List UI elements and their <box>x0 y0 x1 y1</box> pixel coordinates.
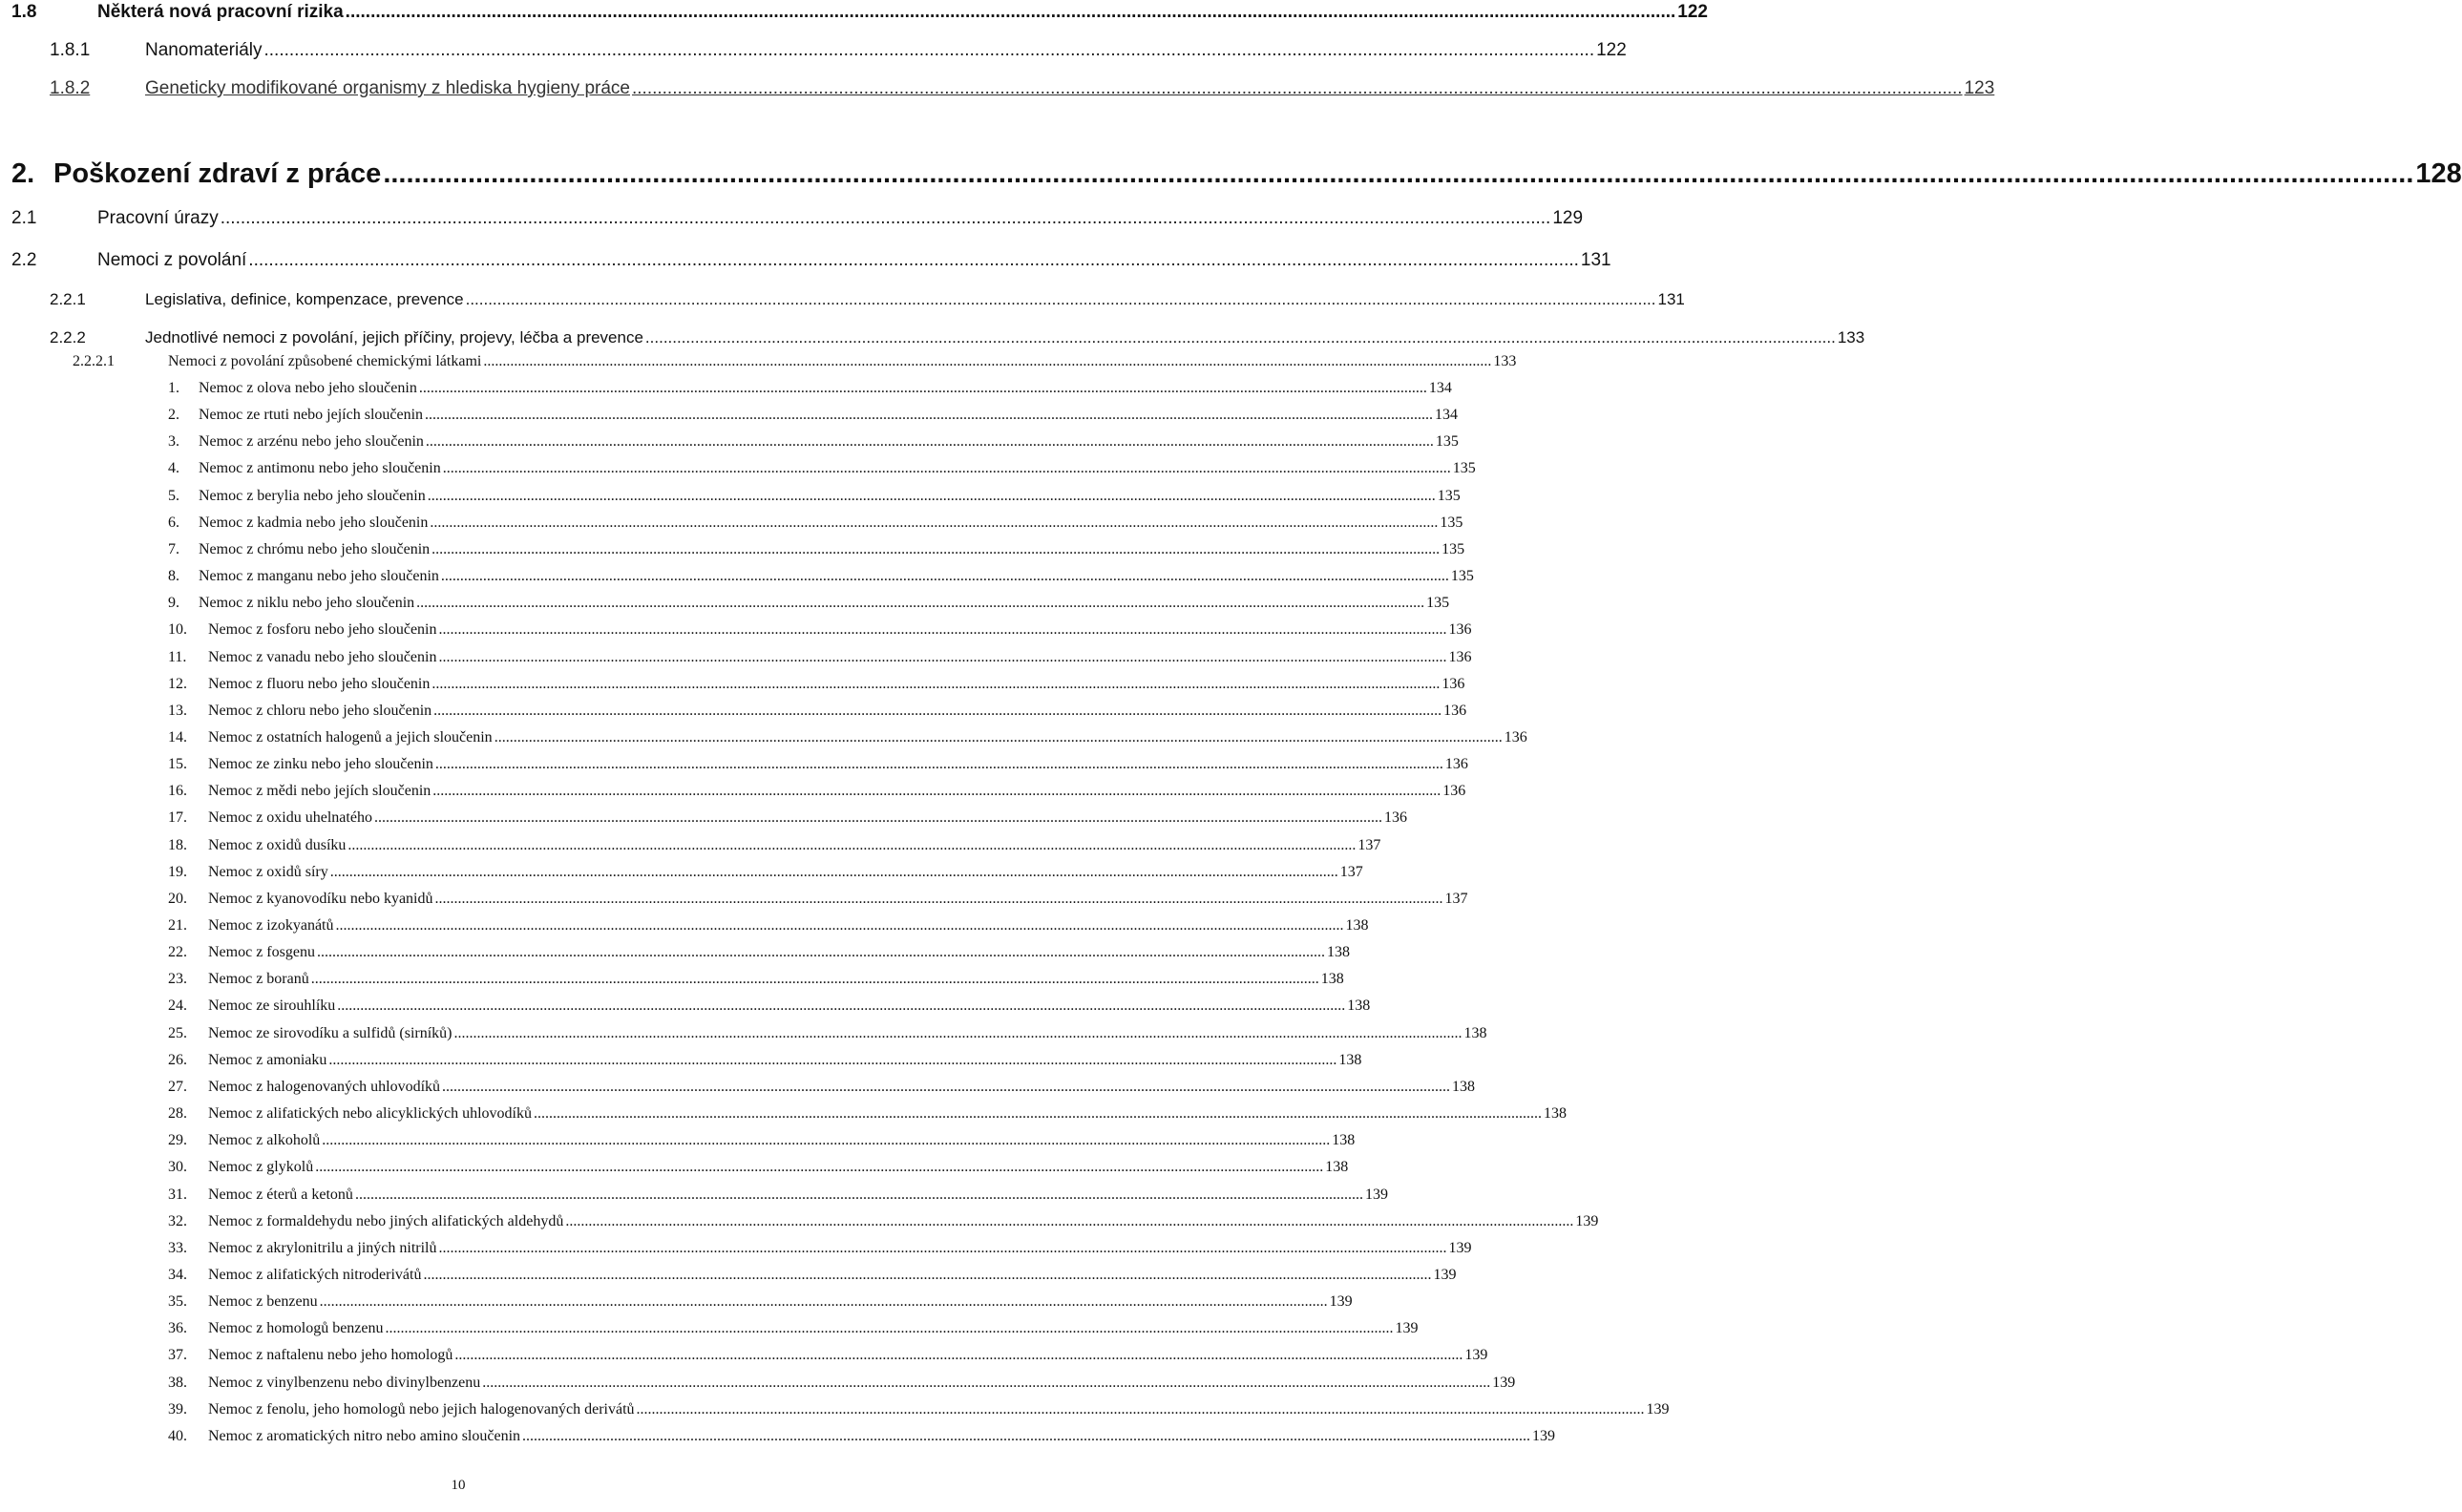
toc-leader <box>428 488 1436 505</box>
list-item-number: 1. <box>168 380 179 396</box>
toc-leader <box>248 250 1579 271</box>
list-item-number: 9. <box>168 595 179 611</box>
list-item-page: 138 <box>1332 1132 1356 1148</box>
list-item-number: 20. <box>168 891 187 907</box>
list-item-number: 4. <box>168 460 179 476</box>
list-item-page: 138 <box>1320 971 1344 987</box>
list-item-title: Nemoc z antimonu nebo jeho sloučenin <box>199 460 441 476</box>
list-item-title: Nemoc z niklu nebo jeho sloučenin <box>199 595 415 611</box>
toc-leader <box>482 1375 1490 1392</box>
list-item-number: 19. <box>168 864 187 880</box>
list-item-title: Nemoc z akrylonitrilu a jiných nitrilů <box>208 1240 437 1256</box>
list-item[interactable] <box>0 1186 1388 1204</box>
list-item[interactable] <box>0 729 1527 746</box>
toc-entry-page: 133 <box>1493 353 1517 369</box>
toc-entry[interactable] <box>0 328 1865 347</box>
toc-entry-title: Poškození zdraví z práce <box>53 158 382 189</box>
toc-leader <box>423 1267 1431 1284</box>
list-item-page: 134 <box>1435 407 1459 423</box>
list-item-page: 139 <box>1395 1320 1419 1336</box>
toc-leader <box>419 380 1427 397</box>
list-item-number: 10. <box>168 621 187 638</box>
toc-entry-page: 129 <box>1552 208 1584 228</box>
list-item[interactable] <box>0 1267 1457 1284</box>
list-item-page: 136 <box>1444 756 1468 772</box>
list-item-title: Nemoc z boranů <box>208 971 309 987</box>
list-item-page: 138 <box>1338 1052 1362 1068</box>
toc-leader <box>534 1105 1542 1123</box>
list-item-number: 17. <box>168 809 187 826</box>
list-item-title: Nemoc z homologů benzenu <box>208 1320 384 1336</box>
list-item-number: 21. <box>168 917 187 934</box>
list-item-title: Nemoc ze rtuti nebo jejích sloučenin <box>199 407 424 423</box>
toc-entry-title: Jednotlivé nemoci z povolání, jejich příčiny, projevy, léčba a prevence <box>145 328 643 346</box>
toc-leader <box>426 433 1434 451</box>
toc-leader <box>374 809 1382 827</box>
list-item-page: 134 <box>1428 380 1452 396</box>
list-item-title: Nemoc z fenolu, jeho homologů nebo jejich halogenovaných derivátů <box>208 1401 635 1418</box>
list-item-title: Nemoc z vanadu nebo jeho sloučenin <box>208 649 437 665</box>
toc-leader <box>322 1132 1330 1149</box>
list-item-page: 135 <box>1440 514 1463 531</box>
list-item-number: 32. <box>168 1213 187 1229</box>
toc-leader <box>435 756 1443 773</box>
toc-entry-number: 2. <box>11 158 35 189</box>
toc-entry-title: Pracovní úrazy <box>97 208 219 228</box>
list-item-page: 135 <box>1426 595 1450 611</box>
list-item-page: 136 <box>1504 729 1527 746</box>
list-item-page: 135 <box>1435 433 1459 450</box>
toc-leader <box>430 514 1438 532</box>
toc-leader <box>221 208 1551 229</box>
list-item-title: Nemoc z formaldehydu nebo jiných alifatických aldehydů <box>208 1213 564 1229</box>
list-item[interactable] <box>0 514 1463 532</box>
list-item-page: 137 <box>1444 891 1468 907</box>
toc-leader <box>438 649 1446 666</box>
list-item[interactable] <box>0 1079 1476 1096</box>
toc-entry-number: 2.2.2.1 <box>73 353 115 369</box>
list-item-title: Nemoc z alifatických nebo alicyklických uhlovodíků <box>208 1105 532 1122</box>
toc-leader <box>443 460 1451 477</box>
list-item-title: Nemoc z ostatních halogenů a jejich sloučenin <box>208 729 493 746</box>
list-item-title: Nemoc z fosforu nebo jeho sloučenin <box>208 621 437 638</box>
list-item-title: Nemoc z olova nebo jeho sloučenin <box>199 380 417 396</box>
list-item[interactable] <box>0 1428 1556 1445</box>
list-item-number: 31. <box>168 1186 187 1203</box>
toc-leader <box>416 595 1424 612</box>
list-item-page: 139 <box>1532 1428 1556 1444</box>
list-item-page: 135 <box>1450 568 1474 584</box>
toc-leader <box>383 158 2413 190</box>
list-item-page: 139 <box>1448 1240 1472 1256</box>
list-item-title: Nemoc z éterů a ketonů <box>208 1186 353 1203</box>
list-item-number: 13. <box>168 703 187 719</box>
list-item-title: Nemoc z arzénu nebo jeho sloučenin <box>199 433 424 450</box>
list-item[interactable] <box>0 809 1407 827</box>
toc-entry-number: 2.2.2 <box>50 328 86 346</box>
toc-leader <box>355 1186 1363 1204</box>
list-item-number: 27. <box>168 1079 187 1095</box>
list-item-title: Nemoc z kyanovodíku nebo kyanidů <box>208 891 433 907</box>
toc-leader <box>347 837 1356 854</box>
toc-leader <box>442 1079 1450 1096</box>
toc-leader <box>441 568 1449 585</box>
list-item-number: 38. <box>168 1375 187 1391</box>
list-item-page: 136 <box>1448 621 1472 638</box>
toc-leader <box>439 1240 1447 1257</box>
list-item-number: 3. <box>168 433 179 450</box>
toc-entry-title: Legislativa, definice, kompenzace, prevence <box>145 290 464 308</box>
list-item[interactable] <box>0 460 1476 477</box>
list-item[interactable] <box>0 433 1459 451</box>
list-item-page: 138 <box>1345 917 1369 934</box>
list-item-page: 135 <box>1437 488 1461 504</box>
toc-entry-page: 122 <box>1596 40 1627 60</box>
list-item[interactable] <box>0 1105 1567 1123</box>
toc-leader <box>565 1213 1573 1230</box>
list-item-number: 12. <box>168 676 187 692</box>
list-item-page: 139 <box>1464 1347 1488 1363</box>
toc-leader <box>337 998 1345 1015</box>
list-item-number: 8. <box>168 568 179 584</box>
toc-entry-title: Nanomateriály <box>145 40 263 60</box>
list-item-number: 25. <box>168 1025 187 1041</box>
toc-leader <box>386 1320 1394 1337</box>
list-item[interactable] <box>0 1213 1599 1230</box>
list-item-page: 139 <box>1492 1375 1516 1391</box>
toc-leader <box>438 621 1446 639</box>
toc-leader <box>433 703 1441 720</box>
toc-entry-page: 131 <box>1657 290 1685 308</box>
list-item[interactable] <box>0 1159 1349 1176</box>
list-item-page: 136 <box>1443 703 1467 719</box>
toc-leader <box>431 676 1440 693</box>
list-item[interactable] <box>0 1320 1419 1337</box>
list-item-page: 138 <box>1347 998 1371 1014</box>
list-item-number: 30. <box>168 1159 187 1175</box>
list-item[interactable] <box>0 1052 1362 1069</box>
list-item[interactable] <box>0 783 1466 800</box>
toc-entry[interactable] <box>0 290 1685 309</box>
list-item-page: 139 <box>1364 1186 1388 1203</box>
list-item-title: Nemoc z glykolů <box>208 1159 314 1175</box>
toc-entry-title: Některá nová pracovní rizika <box>97 2 344 22</box>
list-item-number: 33. <box>168 1240 187 1256</box>
toc-leader <box>264 40 1595 61</box>
list-item[interactable] <box>0 595 1450 612</box>
list-item-title: Nemoc z fosgenu <box>208 944 315 960</box>
list-item[interactable] <box>0 1347 1488 1364</box>
list-item[interactable] <box>0 380 1452 397</box>
list-item-title: Nemoc z izokyanátů <box>208 917 334 934</box>
list-item-page: 139 <box>1433 1267 1457 1283</box>
list-item-page: 138 <box>1326 944 1350 960</box>
list-item[interactable] <box>0 621 1472 639</box>
list-item[interactable] <box>0 407 1459 424</box>
list-item-number: 14. <box>168 729 187 746</box>
list-item[interactable] <box>0 1240 1472 1257</box>
list-item-title: Nemoc z amoniaku <box>208 1052 327 1068</box>
list-item-title: Nemoc z kadmia nebo jeho sloučenin <box>199 514 429 531</box>
toc-entry-page: 123 <box>1964 78 1995 98</box>
list-item-number: 22. <box>168 944 187 960</box>
list-item-page: 139 <box>1575 1213 1599 1229</box>
toc-leader <box>320 1293 1328 1311</box>
list-item-page: 139 <box>1646 1401 1670 1418</box>
list-item-page: 135 <box>1441 541 1465 557</box>
toc-leader <box>311 971 1319 988</box>
toc-leader <box>425 407 1433 424</box>
list-item-title: Nemoc z benzenu <box>208 1293 318 1310</box>
toc-entry-number: 2.2 <box>11 250 37 270</box>
list-item[interactable] <box>0 676 1465 693</box>
toc-leader <box>336 917 1344 934</box>
list-item[interactable] <box>0 1132 1356 1149</box>
toc-entry-title: Geneticky modifikované organismy z hlediska hygieny práce <box>145 78 630 98</box>
toc-entry-title: Nemoci z povolání <box>97 250 247 270</box>
list-item[interactable] <box>0 864 1363 881</box>
list-item-number: 23. <box>168 971 187 987</box>
list-item-number: 6. <box>168 514 179 531</box>
list-item[interactable] <box>0 837 1381 854</box>
list-item-title: Nemoc z mědi nebo jejích sloučenin <box>208 783 431 799</box>
list-item-page: 135 <box>1452 460 1476 476</box>
toc-entry-number: 1.8 <box>11 2 37 22</box>
toc-entry-link[interactable] <box>0 78 1995 99</box>
list-item-number: 37. <box>168 1347 187 1363</box>
list-item-number: 39. <box>168 1401 187 1418</box>
list-item-title: Nemoc z oxidů dusíku <box>208 837 347 853</box>
list-item-title: Nemoc z manganu nebo jeho sloučenin <box>199 568 439 584</box>
list-item[interactable] <box>0 1401 1670 1418</box>
toc-entry-page: 133 <box>1837 328 1865 346</box>
list-item[interactable] <box>0 488 1461 505</box>
toc-leader <box>637 1401 1645 1418</box>
toc-entry[interactable] <box>0 250 1611 271</box>
toc-leader <box>495 729 1503 746</box>
toc-leader <box>317 944 1325 961</box>
list-item-page: 138 <box>1452 1079 1476 1095</box>
toc-leader <box>435 891 1443 908</box>
list-item-number: 5. <box>168 488 179 504</box>
list-item-page: 139 <box>1329 1293 1353 1310</box>
list-item-title: Nemoc z oxidů síry <box>208 864 328 880</box>
toc-leader <box>346 2 1676 23</box>
list-item-number: 29. <box>168 1132 187 1148</box>
list-item-number: 26. <box>168 1052 187 1068</box>
toc-entry-number: 1.8.1 <box>50 40 91 60</box>
toc-entry-number: 2.1 <box>11 208 37 228</box>
page-footer-number: 10 <box>451 1478 466 1493</box>
toc-leader <box>328 1052 1336 1069</box>
toc-entry[interactable] <box>0 353 1517 370</box>
list-item-page: 137 <box>1339 864 1363 880</box>
list-item-page: 136 <box>1441 676 1465 692</box>
list-item-number: 28. <box>168 1105 187 1122</box>
list-item-title: Nemoc ze zinku nebo jeho sloučenin <box>208 756 433 772</box>
list-item-title: Nemoc ze sirovodíku a sulfidů (sirníků) <box>208 1025 452 1041</box>
list-item[interactable] <box>0 756 1468 773</box>
toc-leader <box>315 1159 1323 1176</box>
list-item-number: 35. <box>168 1293 187 1310</box>
toc-entry-page: 128 <box>2415 158 2462 189</box>
list-item-number: 18. <box>168 837 187 853</box>
list-item[interactable] <box>0 568 1474 585</box>
toc-entry[interactable] <box>0 2 1708 23</box>
list-item[interactable] <box>0 944 1350 961</box>
list-item[interactable] <box>0 541 1465 558</box>
list-item-title: Nemoc z aromatických nitro nebo amino sloučenin <box>208 1428 521 1444</box>
toc-leader <box>632 78 1963 99</box>
list-item[interactable] <box>0 917 1369 934</box>
list-item-number: 15. <box>168 756 187 772</box>
list-item[interactable] <box>0 1375 1516 1392</box>
list-item-number: 16. <box>168 783 187 799</box>
list-item-number: 11. <box>168 649 187 665</box>
list-item-title: Nemoc z oxidu uhelnatého <box>208 809 372 826</box>
list-item-number: 34. <box>168 1267 187 1283</box>
toc-leader <box>431 541 1440 558</box>
list-item[interactable] <box>0 1293 1353 1311</box>
list-item-page: 138 <box>1325 1159 1349 1175</box>
list-item[interactable] <box>0 998 1371 1015</box>
list-item-title: Nemoc z alkoholů <box>208 1132 321 1148</box>
list-item-number: 36. <box>168 1320 187 1336</box>
list-item-title: Nemoc z berylia nebo jeho sloučenin <box>199 488 426 504</box>
toc-leader <box>330 864 1338 881</box>
list-item-number: 24. <box>168 998 187 1014</box>
list-item-title: Nemoc z naftalenu nebo jeho homologů <box>208 1347 453 1363</box>
list-item-page: 136 <box>1442 783 1466 799</box>
list-item-title: Nemoc z chrómu nebo jeho sloučenin <box>199 541 431 557</box>
list-item-title: Nemoc z halogenovaných uhlovodíků <box>208 1079 441 1095</box>
list-item-title: Nemoc z vinylbenzenu nebo divinylbenzenu <box>208 1375 481 1391</box>
list-item-page: 136 <box>1448 649 1472 665</box>
list-item[interactable] <box>0 1025 1487 1042</box>
list-item-number: 7. <box>168 541 179 557</box>
toc-leader <box>522 1428 1530 1445</box>
list-item-page: 137 <box>1357 837 1381 853</box>
list-item-page: 138 <box>1544 1105 1567 1122</box>
toc-leader <box>432 783 1441 800</box>
toc-leader <box>645 328 1836 347</box>
toc-entry[interactable] <box>0 158 2462 190</box>
list-item[interactable] <box>0 971 1344 988</box>
toc-entry-number: 1.8.2 <box>50 78 91 98</box>
toc-entry-page: 131 <box>1580 250 1611 270</box>
toc-leader <box>454 1025 1462 1042</box>
toc-entry[interactable] <box>0 208 1584 229</box>
list-item-title: Nemoc z alifatických nitroderivátů <box>208 1267 422 1283</box>
list-item[interactable] <box>0 703 1467 720</box>
list-item-number: 2. <box>168 407 179 423</box>
list-item-title: Nemoc z chloru nebo jeho sloučenin <box>208 703 432 719</box>
list-item-title: Nemoc ze sirouhlíku <box>208 998 336 1014</box>
toc-entry-number: 2.2.1 <box>50 290 86 308</box>
toc-entry[interactable] <box>0 40 1627 61</box>
toc-leader <box>454 1347 1462 1364</box>
list-item-title: Nemoc z fluoru nebo jeho sloučenin <box>208 676 431 692</box>
list-item-page: 138 <box>1463 1025 1487 1041</box>
toc-leader <box>466 290 1656 309</box>
list-item[interactable] <box>0 649 1472 666</box>
toc-leader <box>483 353 1491 370</box>
toc-entry-title: Nemoci z povolání způsobené chemickými látkami <box>168 353 482 369</box>
list-item-page: 136 <box>1383 809 1407 826</box>
toc-entry-page: 122 <box>1677 2 1708 22</box>
list-item[interactable] <box>0 891 1468 908</box>
list-item-number: 40. <box>168 1428 187 1444</box>
